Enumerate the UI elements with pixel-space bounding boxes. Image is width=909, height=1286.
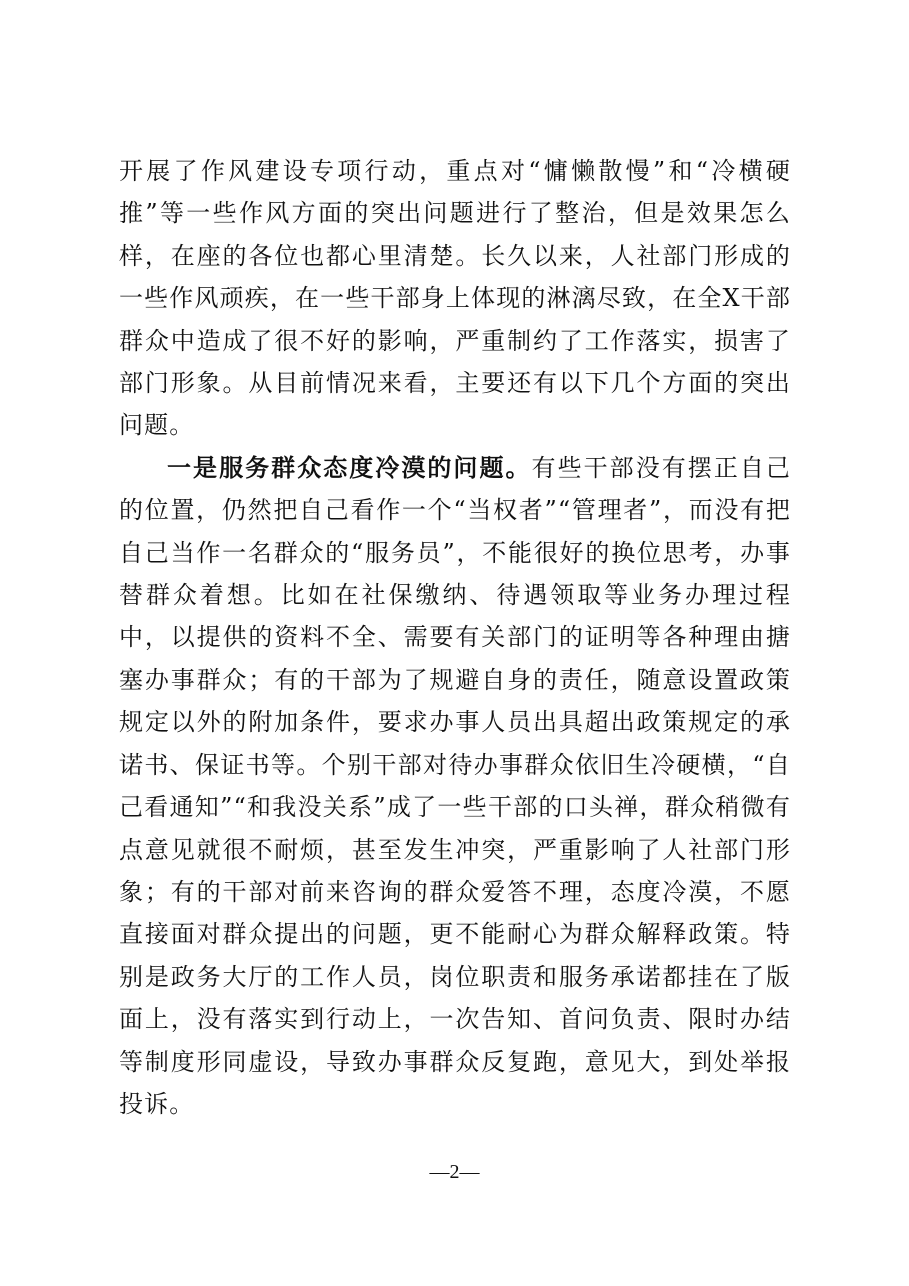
paragraph-body-text: 有些干部没有摆正自己的位置，仍然把自己看作一个“当权者”“管理者”，而没有把自己当作一名群众的“服务员”，不能很好的换位思考，办事替群众着想。比如在社保缴纳、待遇领取等业务办理过程中，以提供的资料不全、需要有关部门的证明等各种理由搪塞办事群众；有的干部为了规避自身的责任，随意设置政策规定以外的附加条件，要求办事人员出具超出政策规定的承诺书、保证书等。个别干部对待办事群众依旧生冷硬横，“自己看通知”“和我没关系”成了一些干部的口头禅，群众稍微有点意见就很不耐烦，甚至发生冲突，严重影响了人社部门形象；有的干部对前来咨询的群众爱答不理，态度冷漠，不愿直接面对群众提出的问题，更不能耐心为群众解释政策。特别是政务大厅的工作人员，岗位职责和服务承诺都挂在了版面上，没有落实到行动上，一次告知、首问负责、限时办结等制度形同虚设，导致办事群众反复跑，意见大，到处举报投诉。 — [119, 453, 791, 1118]
paragraph-lead-heading: 一是服务群众态度冷漠的问题。 — [167, 452, 532, 482]
page-number: —2— — [429, 1161, 480, 1183]
document-body — [119, 150, 791, 1125]
paragraph-continuation: 开展了作风建设专项行动，重点对“慵懒散慢”和“冷横硬推”等一些作风方面的突出问题进行了整治，但是效果怎么样，在座的各位也都心里清楚。长久以来，人社部门形成的一些作风顽疾，在一些干部身上体现的淋漓尽致，在全X干部群众中造成了很不好的影响，严重制约了工作落实，损害了部门形象。从目前情况来看，主要还有以下几个方面的突出问题。 — [119, 157, 791, 440]
paragraph-service-attitude — [119, 447, 791, 1126]
